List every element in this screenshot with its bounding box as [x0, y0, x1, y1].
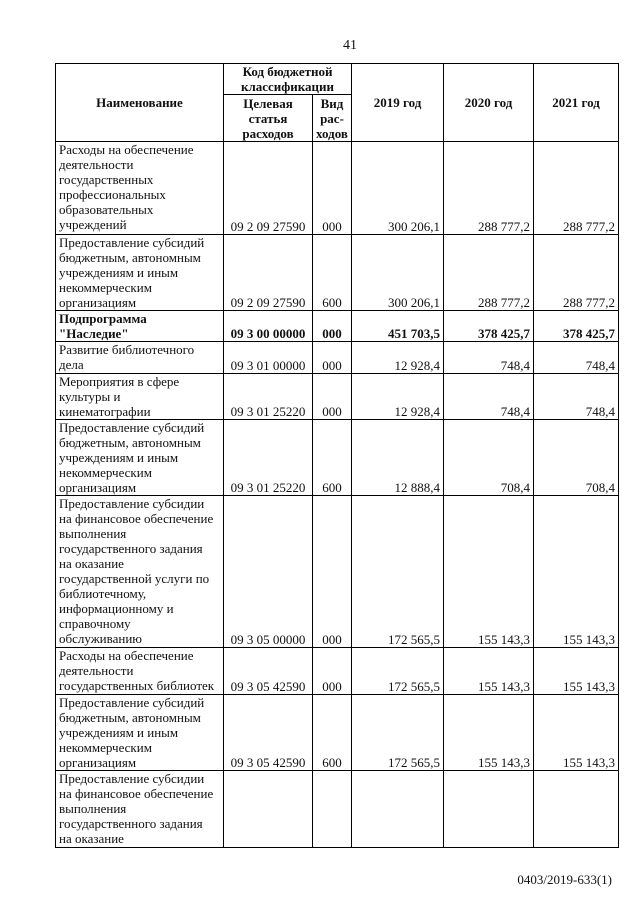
- expense-kind: 600: [313, 420, 352, 496]
- header-expense-kind: Вид рас- ходов: [313, 95, 352, 142]
- value-2019: 172 565,5: [352, 648, 444, 695]
- expense-kind: 000: [313, 496, 352, 648]
- row-name: Предоставление субсидий бюджетным, автономным учреждениям и иным некоммерческим организациям: [56, 420, 224, 496]
- value-2021: 708,4: [534, 420, 619, 496]
- target-code: 09 2 09 27590: [224, 235, 313, 311]
- table-row: [56, 142, 619, 235]
- value-2021: 155 143,3: [534, 496, 619, 648]
- header-2020: 2020 год: [444, 64, 534, 142]
- expense-kind: 000: [313, 342, 352, 374]
- expense-kind: 600: [313, 695, 352, 771]
- value-2019: 12 888,4: [352, 420, 444, 496]
- value-2021: 155 143,3: [534, 695, 619, 771]
- value-2019: 300 206,1: [352, 142, 444, 235]
- value-2020: 155 143,3: [444, 496, 534, 648]
- value-2020: 378 425,7: [444, 311, 534, 342]
- target-code: 09 3 00 00000: [224, 311, 313, 342]
- target-code: 09 3 05 42590: [224, 695, 313, 771]
- target-code: 09 3 01 25220: [224, 374, 313, 420]
- header-target-article: Целевая статья расходов: [224, 95, 313, 142]
- value-2019: [352, 771, 444, 848]
- row-name: Предоставление субсидии на финансовое обеспечение выполнения государственного задания на оказание государственной услуги по библиотечному, информационному и справочному обслуживанию: [56, 496, 224, 648]
- value-2020: 748,4: [444, 374, 534, 420]
- value-2020: 708,4: [444, 420, 534, 496]
- value-2020: 288 777,2: [444, 142, 534, 235]
- target-code: [224, 771, 313, 848]
- row-name: Предоставление субсидий бюджетным, автономным учреждениям и иным некоммерческим организациям: [56, 235, 224, 311]
- target-code: 09 3 05 00000: [224, 496, 313, 648]
- row-name: Предоставление субсидии на финансовое обеспечение выполнения государственного задания на оказание: [56, 771, 224, 848]
- document-code: 0403/2019-633(1): [517, 872, 612, 887]
- value-2019: 172 565,5: [352, 695, 444, 771]
- target-code: 09 2 09 27590: [224, 142, 313, 235]
- value-2020: 288 777,2: [444, 235, 534, 311]
- value-2020: 155 143,3: [444, 648, 534, 695]
- row-name: Предоставление субсидий бюджетным, автономным учреждениям и иным некоммерческим организациям: [56, 695, 224, 771]
- value-2020: 748,4: [444, 342, 534, 374]
- expense-kind: 600: [313, 235, 352, 311]
- expense-kind: [313, 771, 352, 848]
- target-code: 09 3 01 00000: [224, 342, 313, 374]
- value-2021: [534, 771, 619, 848]
- table-body: [56, 142, 619, 848]
- expense-kind: 000: [313, 648, 352, 695]
- target-code: 09 3 01 25220: [224, 420, 313, 496]
- value-2021: 288 777,2: [534, 235, 619, 311]
- value-2021: 748,4: [534, 342, 619, 374]
- header-name: Наименование: [56, 64, 224, 142]
- header-row: [56, 64, 619, 95]
- value-2020: [444, 771, 534, 848]
- table-row: [56, 648, 619, 695]
- table-row: [56, 496, 619, 648]
- header-2019: 2019 год: [352, 64, 444, 142]
- table-row: [56, 771, 619, 848]
- value-2019: 172 565,5: [352, 496, 444, 648]
- target-code: 09 3 05 42590: [224, 648, 313, 695]
- table-row: [56, 420, 619, 496]
- row-name: Подпрограмма "Наследие": [56, 311, 224, 342]
- value-2020: 155 143,3: [444, 695, 534, 771]
- value-2019: 451 703,5: [352, 311, 444, 342]
- expense-kind: 000: [313, 374, 352, 420]
- table-row: [56, 342, 619, 374]
- table-row: [56, 374, 619, 420]
- table-row-subprogram: [56, 311, 619, 342]
- value-2019: 12 928,4: [352, 374, 444, 420]
- row-name: Мероприятия в сфере культуры и кинематографии: [56, 374, 224, 420]
- value-2019: 12 928,4: [352, 342, 444, 374]
- table-header: [56, 64, 619, 142]
- expense-kind: 000: [313, 311, 352, 342]
- budget-table: [55, 63, 619, 848]
- table-row: [56, 235, 619, 311]
- table-row: [56, 695, 619, 771]
- value-2021: 288 777,2: [534, 142, 619, 235]
- value-2021: 155 143,3: [534, 648, 619, 695]
- expense-kind: 000: [313, 142, 352, 235]
- page-number: 41: [343, 38, 357, 53]
- value-2021: 748,4: [534, 374, 619, 420]
- row-name: Развитие библиотечного дела: [56, 342, 224, 374]
- value-2019: 300 206,1: [352, 235, 444, 311]
- header-2021: 2021 год: [534, 64, 619, 142]
- header-code-group: Код бюджетной классификации: [224, 64, 352, 95]
- row-name: Расходы на обеспечение деятельности государственных библиотек: [56, 648, 224, 695]
- row-name: Расходы на обеспечение деятельности государственных профессиональных образовательных учреждений: [56, 142, 224, 235]
- value-2021: 378 425,7: [534, 311, 619, 342]
